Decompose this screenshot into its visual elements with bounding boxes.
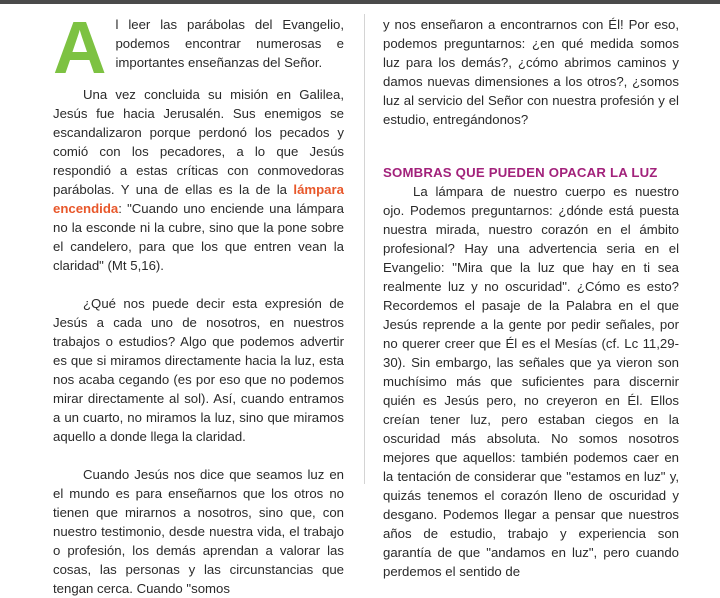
paragraph-continuation: y nos enseñaron a encontrarnos con Él! Por eso, podemos preguntarnos: ¿en qué medida somos luz para los demás?, ¿cómo abrimos caminos y damos nuevas dimensiones a los otros?, ¿somos luz al servicio del Señor con nuestra profesión y el estudio, entregándonos? [383, 17, 679, 127]
highlight-lampara: lámpara encendida [53, 182, 344, 216]
paragraph-mission-text-b: : "Cuando uno enciende una lámpara no la esconde ni la cubre, sino que la pone sobre el candelero, para que los que entren vean la claridad" (Mt 5,16). [53, 201, 344, 273]
drop-cap: A [53, 6, 107, 89]
top-bar [0, 0, 720, 4]
paragraph-shadows: La lámpara de nuestro cuerpo es nuestro ojo. Podemos preguntarnos: ¿dónde está puesta nuestra mirada, nuestro corazón en el ámbito profesional? Hay una advertencia seria en el Evangelio: "Mira que la luz que hay en ti sea realmente luz y no oscuridad". ¿Cómo es esto? Recordemos el pasaje de la Palabra en el que Jesús reprende a la gente por pedir señales, por no querer creer que Él es el Mesías (cf. Lc 11,29-30). Sin embargo, las señales que ya vieron son muchísimo más que suficientes para discernir quién es Jesús pero, no creyeron en Él. Ellos creían tener luz, pero estaban ciegos en la oscuridad más absoluta. No somos nosotros mejores que aquellos: también podemos caer en la tentación de considerar que "estamos en luz" y, quizás tenemos el corazón lleno de oscuridad y desgano. Podemos llegar a pensar que nuestros años de estudio, trabajo y experiencia son garantía de que "andamos en luz", pero cuando perdemos el sentido de [383, 184, 679, 579]
paragraph-question: ¿Qué nos puede decir esta expresión de Jesús a cada uno de nosotros, en nuestros trabajos o estudios? Algo que podemos advertir es que si miramos directamente hacia la luz, esta nos acaba cegando (es por eso que no podemos mirar directamente al sol). Así, cuando entramos a un cuarto, no miramos la luz, sino que miramos aquello a donde llega la claridad. [53, 296, 344, 444]
right-column [383, 15, 679, 581]
paragraph-mission [53, 85, 344, 275]
intro-text: l leer las parábolas del Evangelio, podemos encontrar numerosas e importantes enseñanzas del Señor. [115, 17, 344, 70]
intro-paragraph [53, 6, 344, 89]
paragraph-light: Cuando Jesús nos dice que seamos luz en el mundo es para enseñarnos que los otros no tienen que mirarnos a nosotros, sino que, con nuestro testimonio, desde nuestra vida, el trabajo o profesión, los demás aprendan a valorar las cosas, las personas y las circunstancias que tengan cerca. Cuando "somos [53, 467, 344, 596]
section-heading: SOMBRAS QUE PUEDEN OPACAR LA LUZ [383, 165, 658, 180]
paragraph-mission-text-a: Una vez concluida su misión en Galilea, Jesús fue hacia Jerusalén. Sus enemigos se escandalizaron porque perdonó los pecados y comió con los pecadores, a lo que Jesús respondió a estas críticas con conmovedoras parábolas. Y una de ellas es la de la [53, 87, 344, 197]
column-divider [364, 14, 365, 484]
left-column [53, 6, 344, 598]
